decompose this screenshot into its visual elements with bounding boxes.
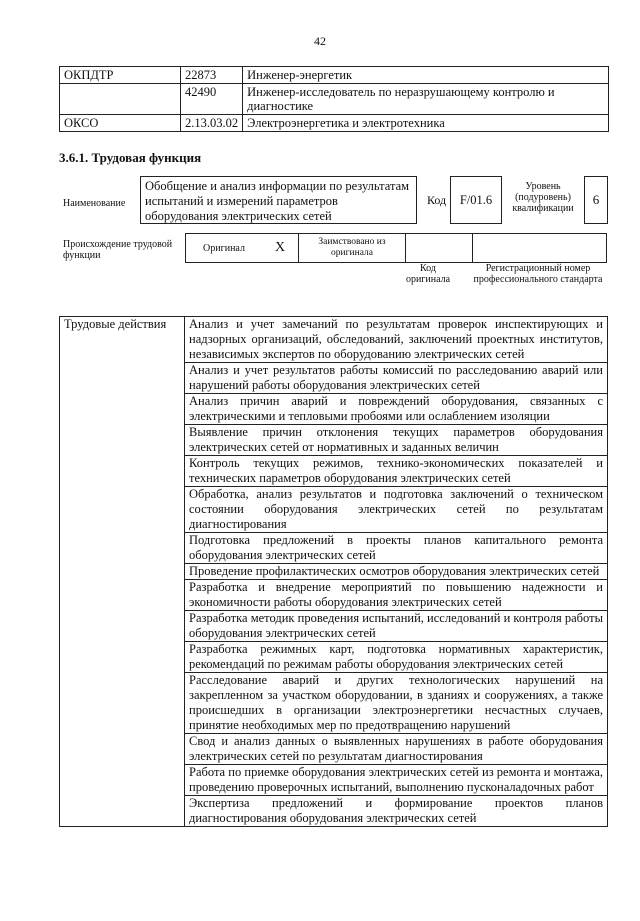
classifier-cell: ОКПДТР <box>60 67 181 84</box>
table-row <box>60 67 609 84</box>
labor-action-item: Анализ причин аварий и повреждений оборудования, связанных с электрическими и тепловыми пробоями или ослаблением изоляции <box>185 394 608 425</box>
labor-actions-label: Трудовые действия <box>60 317 185 827</box>
table-row <box>60 317 608 363</box>
code-original-label: Код оригинала <box>405 263 451 285</box>
page-number: 42 <box>314 34 326 48</box>
name-label: Наименование <box>63 198 126 209</box>
labor-actions-table <box>59 316 608 827</box>
labor-action-item: Контроль текущих режимов, технико-экономических показателей и технических параметров оборудования электрических сетей <box>185 456 608 487</box>
origin-label: Происхождение трудовой функции <box>63 239 173 261</box>
qualification-level: 6 <box>584 176 608 224</box>
borrowed-label: Заимствовано из оригинала <box>299 234 406 263</box>
original-mark: X <box>262 234 299 263</box>
labor-action-item: Выявление причин отклонения текущих параметров оборудования электрических сетей от нормативных и заданных величин <box>185 425 608 456</box>
classifier-cell: ОКСО <box>60 115 181 132</box>
function-code: F/01.6 <box>450 176 502 224</box>
code-original-cell <box>406 234 473 263</box>
code-cell: 2.13.03.02 <box>181 115 243 132</box>
reg-number-cell <box>473 234 607 263</box>
labor-action-item: Разработка и внедрение мероприятий по повышению надежности и экономичности работы оборудования электрических сетей <box>185 580 608 611</box>
original-label: Оригинал <box>186 234 263 263</box>
labor-action-item: Анализ и учет результатов работы комиссий по расследованию аварий или нарушений работы оборудования электрических сетей <box>185 363 608 394</box>
codes-table <box>59 66 609 132</box>
labor-action-item: Разработка методик проведения испытаний, исследований и контроля работы оборудования электрических сетей <box>185 611 608 642</box>
classifier-cell <box>60 84 181 115</box>
title-cell: Электроэнергетика и электротехника <box>243 115 609 132</box>
code-label: Код <box>427 193 447 207</box>
labor-action-item: Работа по приемке оборудования электрических сетей из ремонта и монтажа, проведению проверочных испытаний, выполнению пусконаладочных работ <box>185 765 608 796</box>
labor-action-item: Анализ и учет замечаний по результатам проверок инспектирующих и надзорных организаций, обследований, заключений проектных институтов, независимых экспертов по оборудованию электрических сетей <box>185 317 608 363</box>
labor-action-item: Проведение профилактических осмотров оборудования электрических сетей <box>185 564 608 580</box>
section-title: 3.6.1. Трудовая функция <box>59 150 202 165</box>
labor-action-item: Экспертиза предложений и формирование проектов планов диагностирования оборудования электрических сетей <box>185 796 608 827</box>
labor-action-item: Свод и анализ данных о выявленных нарушениях в работе оборудования электрических сетей по результатам диагностирования <box>185 734 608 765</box>
labor-action-item: Разработка режимных карт, подготовка нормативных характеристик, рекомендаций по режимам работы оборудования электрических сетей <box>185 642 608 673</box>
title-cell: Инженер-исследователь по неразрушающему контролю и диагностике <box>243 84 609 115</box>
code-cell: 42490 <box>181 84 243 115</box>
table-row <box>60 115 609 132</box>
reg-number-label: Регистрационный номер профессионального стандарта <box>473 263 603 285</box>
origin-table <box>185 233 607 263</box>
labor-action-item: Обработка, анализ результатов и подготовка заключений о техническом состоянии оборудования электрических сетей по результатам диагностирования <box>185 487 608 533</box>
code-cell: 22873 <box>181 67 243 84</box>
labor-action-item: Подготовка предложений в проекты планов капитального ремонта оборудования электрических сетей <box>185 533 608 564</box>
title-cell: Инженер-энергетик <box>243 67 609 84</box>
table-row <box>60 84 609 115</box>
level-label: Уровень (подуровень) квалификации <box>512 181 574 214</box>
labor-action-item: Расследование аварий и других технологических нарушений на закрепленном за участком оборудовании, в зданиях и сооружениях, а также происшедших в организации электроэнергетики несчастных случаев, принятие необходимых мер по предотвращению нарушений <box>185 673 608 734</box>
function-name: Обобщение и анализ информации по результатам испытаний и измерений параметров оборудования электрических сетей <box>140 176 417 224</box>
